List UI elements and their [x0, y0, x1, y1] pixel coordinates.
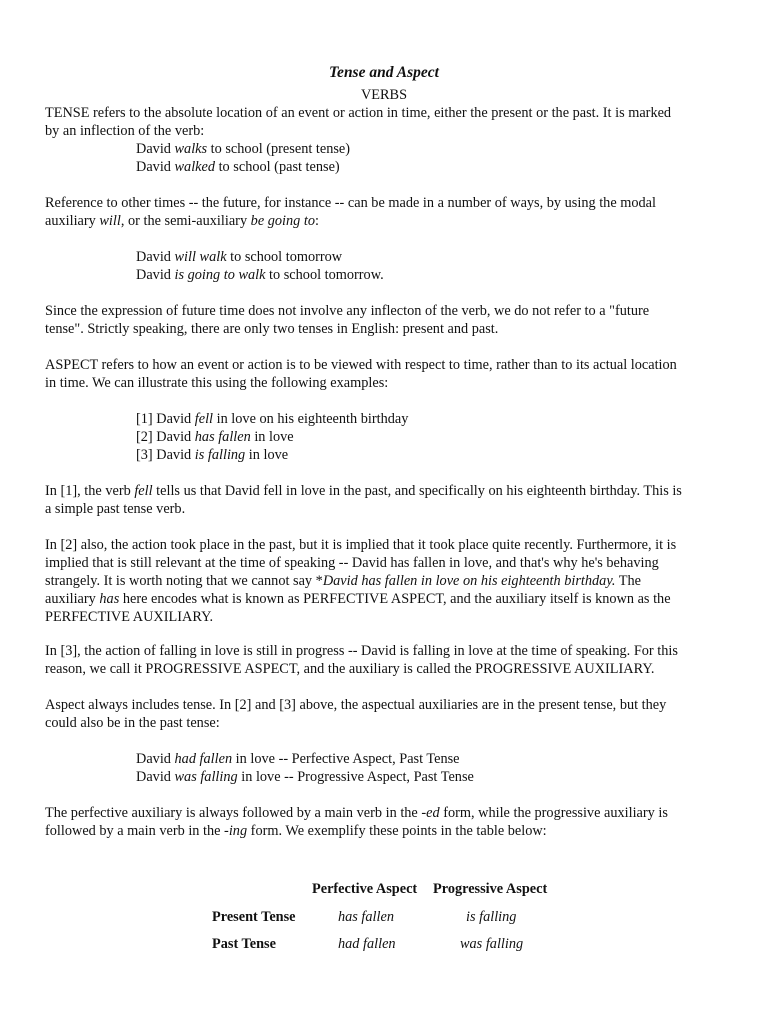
table-cell-present-perfective: has fallen	[338, 909, 394, 925]
column-header-perfective: Perfective Aspect	[312, 881, 418, 897]
text-line: In [1], the verb fell tells us that David fell in love in the past, and specifically on his eighteenth birthday. This is	[45, 483, 682, 499]
page-title: Tense and Aspect	[329, 64, 439, 81]
example-line: [2] David has fallen in love	[136, 429, 294, 445]
page-subtitle: VERBS	[360, 87, 408, 103]
text-line: In [3], the action of falling in love is still in progress -- David is falling in love at the time of speaking. For this	[45, 643, 678, 659]
row-header-present: Present Tense	[212, 909, 296, 925]
text-line: strangely. It is worth noting that we cannot say *David has fallen in love on his eighteenth birthday. The	[45, 573, 642, 589]
aspect-tense-paragraph	[45, 696, 725, 732]
text-line: auxiliary will, or the semi-auxiliary be going to:	[45, 213, 319, 229]
text-line: PERFECTIVE AUXILIARY.	[45, 609, 214, 625]
table-cell-past-perfective: had fallen	[338, 936, 396, 952]
past-aspect-examples	[136, 750, 696, 786]
example3-paragraph	[45, 642, 725, 678]
aspect-paragraph	[45, 356, 725, 392]
example-line: David will walk to school tomorrow	[136, 249, 343, 265]
tense-paragraph	[45, 104, 725, 140]
row-header-past: Past Tense	[212, 936, 276, 952]
text-line: implied that is still relevant at the time of speaking -- David has fallen in love, and that's why he's behaving	[45, 555, 659, 571]
example-line: David is going to walk to school tomorrow.	[136, 267, 384, 283]
tense-examples	[136, 140, 696, 176]
text-line: reason, we call it PROGRESSIVE ASPECT, and the auxiliary is called the PROGRESSIVE AUXILIARY.	[45, 661, 655, 677]
table-cell-present-progressive: is falling	[466, 909, 517, 925]
future-tense-paragraph	[45, 302, 725, 338]
example-line: [3] David is falling in love	[136, 447, 289, 463]
example-line: David walks to school (present tense)	[136, 141, 351, 157]
example1-paragraph	[45, 482, 725, 518]
text-line: auxiliary has here encodes what is known as PERFECTIVE ASPECT, and the auxiliary itself is known as the	[45, 591, 671, 607]
text-line: In [2] also, the action took place in the past, but it is implied that it took place quite recently. Furthermore, it is	[45, 537, 677, 553]
text-line: followed by a main verb in the -ing form. We exemplify these points in the table below:	[45, 823, 547, 839]
reference-paragraph	[45, 194, 725, 230]
future-examples	[136, 248, 696, 284]
text-line: could also be in the past tense:	[45, 715, 220, 731]
column-header-progressive: Progressive Aspect	[433, 881, 548, 897]
table-cell-past-progressive: was falling	[460, 936, 524, 952]
aspect-examples	[136, 410, 696, 464]
text-line: ASPECT refers to how an event or action is to be viewed with respect to time, rather than to its actual location	[45, 357, 677, 373]
text-line: TENSE refers to the absolute location of an event or action in time, either the present or the past. It is marked	[45, 105, 672, 121]
example-line: [1] David fell in love on his eighteenth birthday	[136, 411, 409, 427]
example-line: David walked to school (past tense)	[136, 159, 340, 175]
text-line: Reference to other times -- the future, for instance -- can be made in a number of ways, by using the modal	[45, 195, 656, 211]
example-line: David had fallen in love -- Perfective Aspect, Past Tense	[136, 751, 460, 767]
auxiliary-form-paragraph	[45, 804, 725, 840]
example2-paragraph	[45, 536, 725, 626]
text-line: in time. We can illustrate this using the following examples:	[45, 375, 389, 391]
text-line: Aspect always includes tense. In [2] and [3] above, the aspectual auxiliaries are in the present tense, but they	[45, 697, 667, 713]
text-line: Since the expression of future time does not involve any inflecton of the verb, we do not refer to a "future	[45, 303, 650, 319]
text-line: a simple past tense verb.	[45, 501, 186, 517]
text-line: The perfective auxiliary is always followed by a main verb in the -ed form, while the progressive auxiliary is	[45, 805, 668, 821]
text-line: tense". Strictly speaking, there are only two tenses in English: present and past.	[45, 321, 499, 337]
example-line: David was falling in love -- Progressive Aspect, Past Tense	[136, 769, 474, 785]
text-line: by an inflection of the verb:	[45, 123, 205, 139]
